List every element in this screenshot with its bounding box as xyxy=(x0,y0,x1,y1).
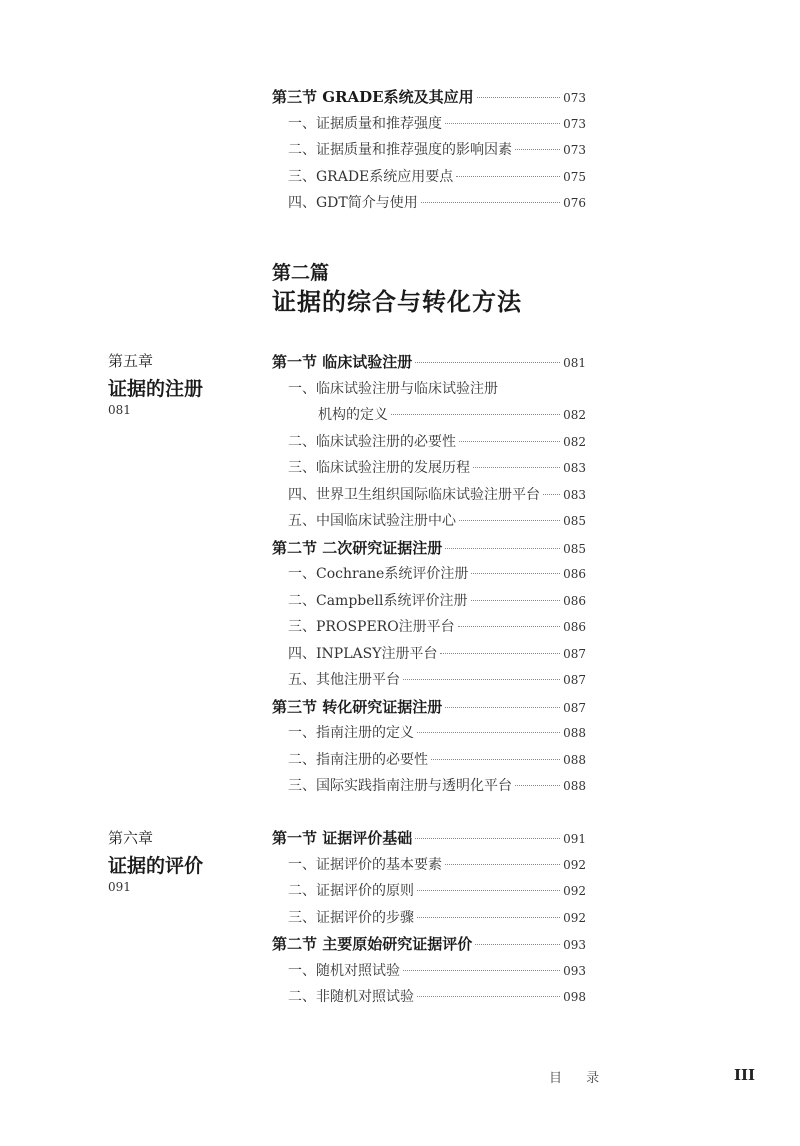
toc-section[interactable] xyxy=(272,696,586,717)
toc-page-number: 093 xyxy=(563,938,586,952)
dot-leader xyxy=(458,626,560,627)
toc-page-number: 073 xyxy=(563,91,586,105)
toc-label: 一、随机对照试验 xyxy=(288,962,400,979)
toc-label: 三、国际实践指南注册与透明化平台 xyxy=(288,778,512,794)
toc-section[interactable] xyxy=(272,537,586,558)
dot-leader xyxy=(543,494,560,495)
toc-item[interactable] xyxy=(272,431,586,451)
dot-leader xyxy=(417,732,560,733)
toc-label: 三、GRADE系统应用要点 xyxy=(288,168,454,185)
toc-item[interactable] xyxy=(272,854,586,874)
toc-section[interactable] xyxy=(272,86,586,107)
toc-label: 二、指南注册的必要性 xyxy=(288,751,428,768)
toc-item[interactable] xyxy=(272,139,586,159)
dot-leader xyxy=(403,970,560,971)
dot-leader xyxy=(471,573,560,574)
dot-leader xyxy=(475,944,560,945)
toc-label: 一、Cochrane系统评价注册 xyxy=(288,566,469,582)
toc-label: 第二节 二次研究证据注册 xyxy=(272,538,443,557)
toc-item[interactable] xyxy=(272,192,586,212)
toc-page-number: 092 xyxy=(563,910,586,925)
toc-label: 第一节 临床试验注册 xyxy=(272,353,413,371)
toc-label: 四、GDT简介与使用 xyxy=(288,195,418,211)
dot-leader xyxy=(417,917,560,918)
toc-item[interactable] xyxy=(272,960,586,980)
toc-item[interactable] xyxy=(272,643,586,663)
toc-label: 二、Campbell系统评价注册 xyxy=(288,592,468,609)
toc-item[interactable] xyxy=(272,590,586,610)
toc-page-number: 088 xyxy=(563,779,586,793)
toc-label: 二、证据质量和推荐强度的影响因素 xyxy=(288,142,512,158)
toc-page-number: 087 xyxy=(563,700,586,715)
footer-label: 目 录 xyxy=(549,1071,610,1086)
toc-page-number: 092 xyxy=(563,884,586,898)
toc-label: 一、证据质量和推荐强度 xyxy=(288,115,442,132)
dot-leader xyxy=(417,996,560,997)
dot-leader xyxy=(415,838,560,839)
toc-page-number: 081 xyxy=(563,356,586,370)
toc-section[interactable] xyxy=(272,351,586,372)
toc-item[interactable] xyxy=(272,616,586,636)
toc-label: 四、INPLASY注册平台 xyxy=(288,645,438,662)
toc-page-number: 091 xyxy=(563,832,586,846)
dot-leader xyxy=(421,202,560,203)
chapter-title: 证据的评价 xyxy=(108,855,204,877)
dot-leader xyxy=(515,785,560,786)
toc-page-number: 073 xyxy=(563,143,586,157)
toc-label: 第三节 转化研究证据注册 xyxy=(272,697,443,716)
toc-item[interactable] xyxy=(272,669,586,689)
dot-leader xyxy=(459,441,560,442)
toc-page-number: 087 xyxy=(563,673,586,687)
toc-label: 第二节 主要原始研究证据评价 xyxy=(272,935,473,953)
toc-page-number: 088 xyxy=(563,752,586,767)
toc-page-number: 088 xyxy=(563,726,586,740)
part-title: 证据的综合与转化方法 xyxy=(272,287,522,316)
toc-item[interactable] xyxy=(272,113,586,133)
toc-page-number: 086 xyxy=(563,593,586,608)
toc-page-number: 085 xyxy=(563,541,586,556)
toc-item[interactable] xyxy=(272,775,586,795)
toc-label: 二、临床试验注册的必要性 xyxy=(288,433,456,450)
toc-page-number: 073 xyxy=(563,116,586,131)
dot-leader xyxy=(477,97,561,98)
toc-label: 三、证据评价的步骤 xyxy=(288,909,414,926)
toc-page-number: 087 xyxy=(563,646,586,661)
toc-page-number: 083 xyxy=(563,461,586,475)
dot-leader xyxy=(445,548,560,549)
toc-label: 一、指南注册的定义 xyxy=(288,725,414,741)
dot-leader xyxy=(431,759,560,760)
dot-leader xyxy=(445,864,560,865)
toc-label: 三、临床试验注册的发展历程 xyxy=(288,460,470,476)
toc-label: 一、证据评价的基本要素 xyxy=(288,856,442,873)
dot-leader xyxy=(473,467,560,468)
toc-item[interactable] xyxy=(272,166,586,186)
toc-item[interactable] xyxy=(272,404,586,424)
toc-label: 五、中国临床试验注册中心 xyxy=(288,513,456,529)
dot-leader xyxy=(471,600,561,601)
toc-item[interactable] xyxy=(272,907,586,927)
toc-item[interactable] xyxy=(272,510,586,530)
toc-item[interactable] xyxy=(272,484,586,504)
dot-leader xyxy=(445,123,560,124)
toc-page-number: 093 xyxy=(563,963,586,978)
chapter-page: 081 xyxy=(108,403,131,417)
dot-leader xyxy=(515,149,560,150)
part-number: 第二篇 xyxy=(272,262,330,284)
dot-leader xyxy=(417,890,560,891)
toc-page-number: 082 xyxy=(563,434,586,449)
toc-item[interactable] xyxy=(272,880,586,900)
toc-label: 一、临床试验注册与临床试验注册 xyxy=(288,380,498,397)
chapter-page: 091 xyxy=(108,880,131,894)
dot-leader xyxy=(391,414,560,415)
toc-item[interactable] xyxy=(272,986,586,1006)
toc-page-number: 086 xyxy=(563,620,586,634)
toc-page-number: 086 xyxy=(563,567,586,581)
toc-item[interactable] xyxy=(272,563,586,583)
toc-item[interactable] xyxy=(272,378,586,398)
dot-leader xyxy=(456,176,560,177)
chapter-number: 第五章 xyxy=(108,352,154,370)
toc-label: 第一节 证据评价基础 xyxy=(272,829,413,847)
dot-leader xyxy=(459,520,560,521)
dot-leader xyxy=(403,679,560,680)
chapter-title: 证据的注册 xyxy=(108,378,204,400)
toc-page-number: 076 xyxy=(563,196,586,210)
toc-label: 五、其他注册平台 xyxy=(288,672,400,688)
toc-label: 二、非随机对照试验 xyxy=(288,989,414,1005)
toc-item[interactable] xyxy=(272,722,586,742)
dot-leader xyxy=(445,707,560,708)
dot-leader xyxy=(440,653,560,654)
chapter-number: 第六章 xyxy=(108,829,154,847)
toc-label: 机构的定义 xyxy=(318,407,388,423)
toc-item[interactable] xyxy=(272,749,586,769)
toc-page-number: 098 xyxy=(563,990,586,1004)
dot-leader xyxy=(415,362,560,363)
toc-label: 三、PROSPERO注册平台 xyxy=(288,619,455,635)
toc-item[interactable] xyxy=(272,457,586,477)
toc-section[interactable] xyxy=(272,933,586,954)
toc-label: 第三节 GRADE系统及其应用 xyxy=(272,88,474,106)
toc-section[interactable] xyxy=(272,827,586,848)
toc-page-number: 082 xyxy=(563,408,586,422)
toc-label: 二、证据评价的原则 xyxy=(288,883,414,899)
toc-page-number: 085 xyxy=(563,514,586,528)
toc-page-number: 075 xyxy=(563,169,586,184)
page-number: III xyxy=(734,1066,756,1084)
toc-label: 四、世界卫生组织国际临床试验注册平台 xyxy=(288,486,540,503)
toc-page-number: 083 xyxy=(563,487,586,502)
toc-page-number: 092 xyxy=(563,857,586,872)
